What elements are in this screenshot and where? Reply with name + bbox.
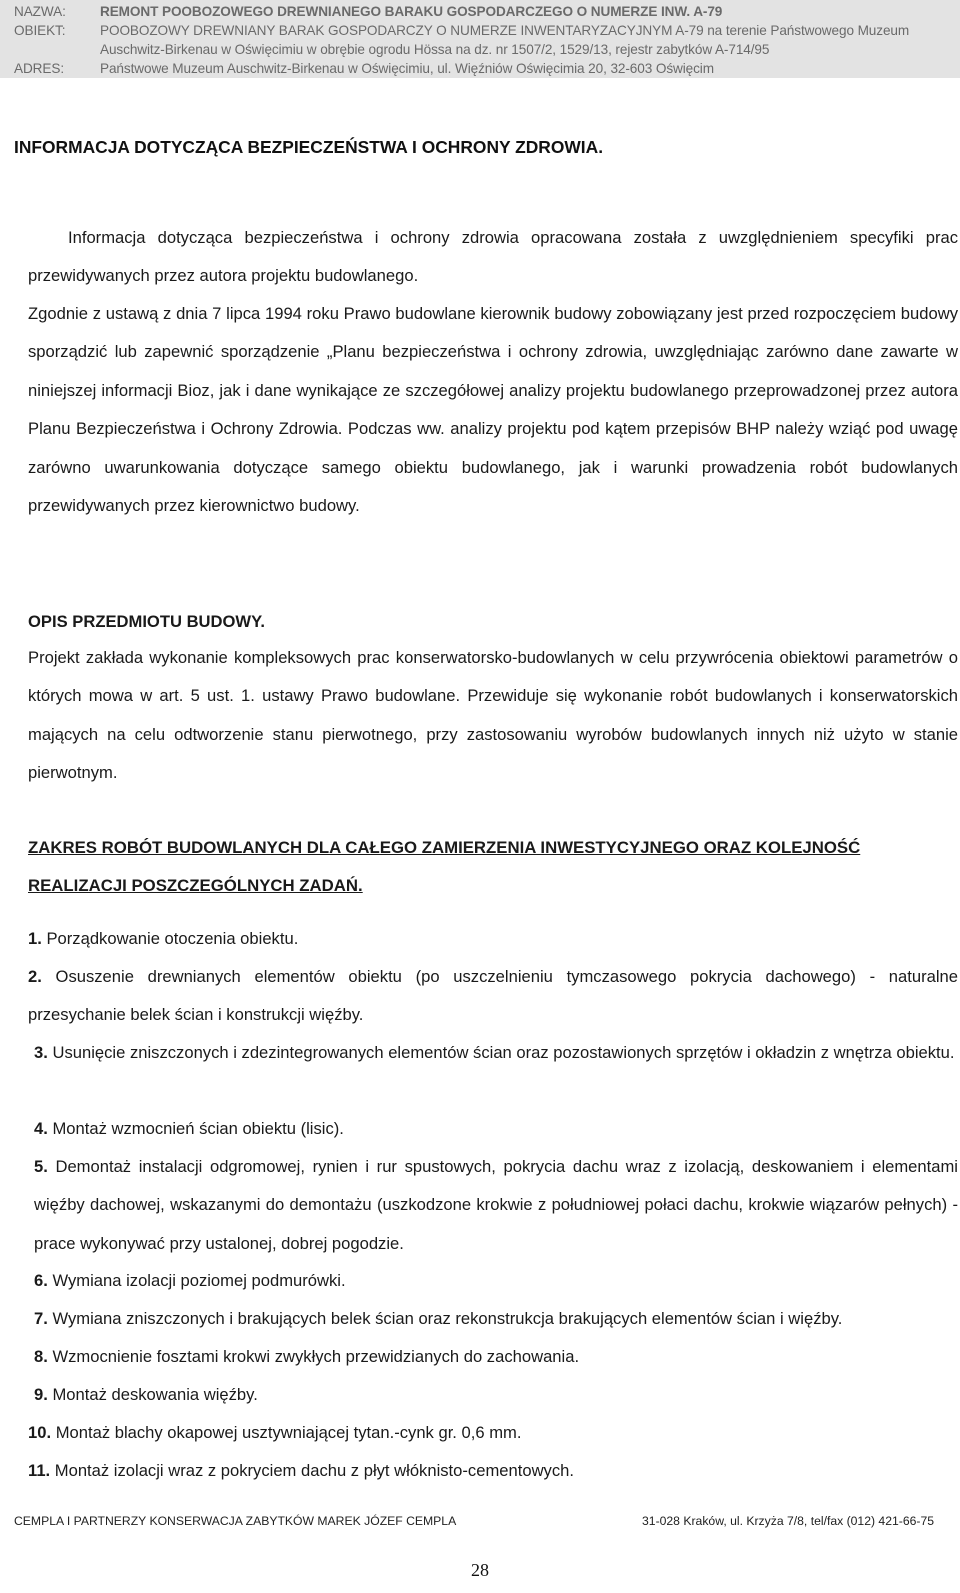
list-item: 1. Porządkowanie otoczenia obiektu. bbox=[28, 929, 299, 948]
list-item: 4. Montaż wzmocnień ścian obiektu (lisic). bbox=[34, 1119, 344, 1138]
header-value-obiekt-line1: POOBOZOWY DREWNIANY BARAK GOSPODARCZY O NUMERZE INWENTARYZACYJNYM A-79 na terenie Państwowego Muzeum bbox=[100, 23, 910, 38]
page-footer bbox=[14, 1514, 934, 1528]
list-item: 9. Montaż deskowania więźby. bbox=[34, 1385, 258, 1404]
list-item: 2. Osuszenie drewnianych elementów obiektu (po uszczelnieniu tymczasowego pokrycia dachowego) - naturalne przesychanie belek ścian i konstrukcji więźby. bbox=[28, 967, 958, 1025]
list-item: 8. Wzmocnienie fosztami krokwi zwykłych przewidzianych do zachowania. bbox=[34, 1347, 580, 1366]
footer-company: CEMPLA I PARTNERZY KONSERWACJA ZABYTKÓW MAREK JÓZEF CEMPLA bbox=[14, 1514, 457, 1528]
header-value-obiekt-line2: Auschwitz-Birkenau w Oświęcimiu w obrębie ogrodu Hössa na dz. nr 1507/2, 1529/13, rejestr zabytków A-714/95 bbox=[100, 42, 770, 57]
footer-address: 31-028 Kraków, ul. Krzyża 7/8, tel/fax (012) 421-66-75 bbox=[642, 1514, 934, 1528]
document-header bbox=[0, 0, 960, 78]
list-item: 5. Demontaż instalacji odgromowej, rynien i rur spustowych, pokrycia dachu wraz z izolacją, deskowaniem i elementami więźby dachowej, wskazanymi do demontażu (uszkodzone krokwie z południowej połaci dachu, krokwie wiązarów pełnych) - prace wykonywać przy ustalonej, dobrej pogodzie. bbox=[34, 1157, 958, 1253]
header-value-adres: Państwowe Muzeum Auschwitz-Birkenau w Oświęcimiu, ul. Więźniów Oświęcimia 20, 32-603 Oświęcim bbox=[100, 61, 714, 76]
page-title: INFORMACJA DOTYCZĄCA BEZPIECZEŃSTWA I OCHRONY ZDROWIA. bbox=[14, 137, 604, 157]
subject-heading: OPIS PRZEDMIOTU BUDOWY. bbox=[28, 612, 265, 631]
header-row-obiekt bbox=[14, 21, 946, 40]
page-number: 28 bbox=[471, 1560, 489, 1580]
header-label-adres: ADRES: bbox=[14, 61, 65, 76]
header-label-obiekt: OBIEKT: bbox=[14, 23, 66, 38]
list-item: 7. Wymiana zniszczonych i brakujących belek ścian oraz rekonstrukcja brakujących elementów ścian i więźby. bbox=[34, 1309, 843, 1328]
list-item: 6. Wymiana izolacji poziomej podmurówki. bbox=[34, 1271, 346, 1290]
header-row-obiekt-cont bbox=[14, 40, 946, 59]
law-paragraph: Zgodnie z ustawą z dnia 7 lipca 1994 roku Prawo budowlane kierownik budowy zobowiązany jest przed rozpoczęciem budowy sporządzić lub zapewnić sporządzenie „Planu bezpieczeństwa i ochrony zdrowia, uwzględniając zarówno dane zawarte w niniejszej informacji Bioz, jak i dane wynikające ze szczegółowej analizy projektu budowlanego przeprowadzonej przez autora Planu Bezpieczeństwa i Ochrony Zdrowia. Podczas ww. analizy projektu pod kątem przepisów BHP należy wziąć pod uwagę zarówno uwarunkowania dotyczące samego obiektu budowlanego, jak i warunki prowadzenia robót budowlanych przewidywanych przez kierownictwo budowy. bbox=[28, 304, 958, 516]
list-item: 11. Montaż izolacji wraz z pokryciem dachu z płyt włóknisto-cementowych. bbox=[28, 1461, 574, 1480]
header-value-nazwa: REMONT POOBOZOWEGO DREWNIANEGO BARAKU GOSPODARCZEGO O NUMERZE INW. A-79 bbox=[100, 4, 723, 19]
scope-heading: ZAKRES ROBÓT BUDOWLANYCH DLA CAŁEGO ZAMIERZENIA INWESTYCYJNEGO ORAZ KOLEJNOŚĆ REALIZACJI POSZCZEGÓLNYCH ZADAŃ. bbox=[28, 838, 861, 896]
subject-paragraph: Projekt zakłada wykonanie kompleksowych prac konserwatorsko-budowlanych w celu przywrócenia obiektowi parametrów o których mowa w art. 5 ust. 1. ustawy Prawo budowlane. Przewiduje się wykonanie robót budowlanych i konserwatorskich mających na celu odtworzenie stanu pierwotnego, przy zastosowaniu wyrobów budowlanych innych niż użyto w stanie pierwotnym. bbox=[28, 648, 958, 783]
header-row-adres bbox=[14, 59, 946, 78]
header-row-nazwa bbox=[14, 2, 946, 21]
list-item: 10. Montaż blachy okapowej usztywniającej tytan.-cynk gr. 0,6 mm. bbox=[28, 1423, 522, 1442]
header-label-nazwa: NAZWA: bbox=[14, 4, 66, 19]
intro-paragraph: Informacja dotycząca bezpieczeństwa i ochrony zdrowia opracowana została z uwzględnieniem specyfiki prac przewidywanych przez autora projektu budowlanego. bbox=[28, 228, 958, 286]
list-item: 3. Usunięcie zniszczonych i zdezintegrowanych elementów ścian oraz pozostawionych sprzętów i okładzin z wnętrza obiektu. bbox=[34, 1043, 955, 1062]
